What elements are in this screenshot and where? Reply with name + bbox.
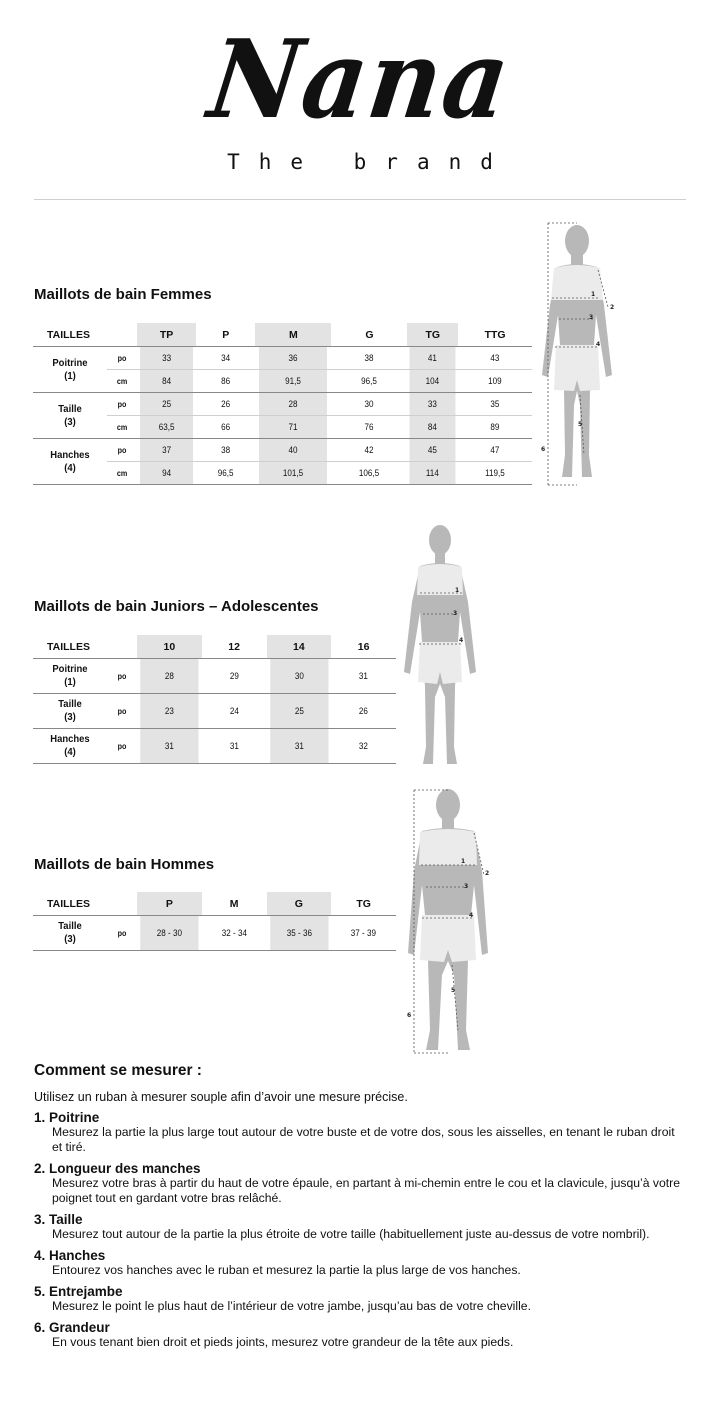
unit-label: cm: [108, 370, 135, 393]
unit-label: po: [108, 347, 135, 370]
unit-label: po: [108, 393, 135, 416]
figure-marker: 2: [485, 870, 490, 877]
howto-item-title: 2. Longueur des manches: [34, 1161, 201, 1176]
size-value: 25: [140, 393, 193, 416]
measure-label: [37, 393, 104, 439]
measure-number: (4): [64, 746, 76, 758]
howto-item: [34, 1248, 684, 1278]
howto-item: [34, 1212, 684, 1242]
size-value: 33: [140, 347, 193, 370]
size-value: 25: [270, 694, 328, 729]
unit-label: po: [108, 439, 135, 462]
men-section-title: Maillots de bain Hommes: [34, 856, 215, 873]
women-body-figure: [532, 215, 622, 491]
juniors-section-title: Maillots de bain Juniors – Adolescentes: [34, 598, 319, 615]
size-value: 119,5: [462, 462, 528, 485]
table-row: [33, 393, 532, 416]
figure-marker: 3: [589, 314, 594, 321]
table-row: [33, 659, 396, 694]
size-value: 47: [462, 439, 528, 462]
measure-number: (3): [64, 711, 76, 723]
size-value: 106,5: [335, 462, 403, 485]
size-value: 40: [259, 439, 327, 462]
size-value: 63,5: [140, 416, 193, 439]
brand-name: Nana: [202, 17, 518, 143]
size-value: 45: [410, 439, 456, 462]
howto-item: [34, 1284, 684, 1314]
table-row: [33, 694, 396, 729]
howto-title: Comment se mesurer :: [34, 1062, 202, 1079]
junior-body-figure: [400, 522, 480, 767]
measure-number: (4): [64, 461, 76, 474]
measure-name: Taille: [58, 698, 82, 710]
size-value: 109: [462, 370, 528, 393]
size-value: 42: [335, 439, 403, 462]
size-value: 32: [334, 729, 392, 764]
size-header-label: TAILLES: [33, 635, 137, 659]
size-value: 28: [259, 393, 327, 416]
size-header: TG: [331, 892, 396, 916]
howto-item-title: 4. Hanches: [34, 1248, 106, 1263]
howto-intro: Utilisez un ruban à mesurer souple afin d’avoir une mesure précise.: [34, 1090, 408, 1104]
size-value: 41: [410, 347, 456, 370]
measure-name: Poitrine: [52, 356, 88, 369]
men-size-table: [33, 892, 396, 951]
size-value: 31: [140, 729, 198, 764]
unit-label: po: [108, 916, 135, 951]
women-size-table: [33, 323, 532, 485]
size-header: 16: [331, 635, 396, 659]
size-value: 96,5: [335, 370, 403, 393]
figure-marker: 5: [578, 421, 583, 428]
brand-tagline: The brand: [227, 150, 512, 174]
size-value: 26: [334, 694, 392, 729]
size-header: M: [202, 892, 267, 916]
howto-item: [34, 1320, 684, 1350]
figure-marker: 3: [464, 883, 469, 890]
size-value: 84: [140, 370, 193, 393]
size-value: 32 - 34: [205, 916, 263, 951]
size-value: 84: [410, 416, 456, 439]
size-header-label: TAILLES: [33, 323, 137, 347]
figure-marker: 5: [451, 987, 456, 994]
measure-label: [37, 347, 104, 393]
measure-name: Taille: [58, 402, 82, 415]
table-row: [33, 370, 532, 393]
size-value: 34: [199, 347, 252, 370]
unit-label: po: [108, 694, 135, 729]
size-header: TG: [407, 323, 458, 347]
size-value: 36: [259, 347, 327, 370]
howto-item-description: Entourez vos hanches avec le ruban et mesurez la partie la plus large de vos hanches.: [52, 1263, 521, 1277]
figure-marker: 2: [610, 304, 615, 311]
table-row: [33, 462, 532, 485]
size-value: 71: [259, 416, 327, 439]
size-value: 91,5: [259, 370, 327, 393]
size-value: 114: [410, 462, 456, 485]
howto-item-title: 5. Entrejambe: [34, 1284, 123, 1299]
size-value: 31: [270, 729, 328, 764]
size-value: 30: [335, 393, 403, 416]
header-divider: [34, 199, 686, 200]
size-value: 35: [462, 393, 528, 416]
figure-marker: 1: [455, 587, 460, 594]
size-value: 23: [140, 694, 198, 729]
table-row: [33, 729, 396, 764]
measure-label: [37, 439, 104, 485]
measure-number: (3): [64, 933, 76, 945]
size-value: 24: [205, 694, 263, 729]
howto-item-description: En vous tenant bien droit et pieds joints, mesurez votre grandeur de la tête aux pieds.: [52, 1335, 514, 1349]
table-row: [33, 439, 532, 462]
table-row: [33, 347, 532, 370]
howto-item: [34, 1110, 684, 1155]
size-value: 76: [335, 416, 403, 439]
figure-marker: 1: [591, 291, 596, 298]
howto-item-title: 3. Taille: [34, 1212, 83, 1227]
juniors-size-table: [33, 635, 396, 764]
measure-name: Taille: [58, 920, 82, 932]
measure-name: Hanches: [50, 733, 90, 745]
size-value: 104: [410, 370, 456, 393]
size-header: P: [196, 323, 255, 347]
measure-number: (1): [64, 676, 76, 688]
size-value: 66: [199, 416, 252, 439]
size-header: G: [331, 323, 407, 347]
brand-logo: [0, 17, 720, 174]
size-value: 89: [462, 416, 528, 439]
size-value: 37: [140, 439, 193, 462]
size-value: 94: [140, 462, 193, 485]
size-header: TP: [137, 323, 196, 347]
size-value: 101,5: [259, 462, 327, 485]
howto-item-description: Mesurez votre bras à partir du haut de votre épaule, en partant à mi-chemin entre le cou et la clavicule, jusqu’à votre poignet tout en gardant votre bras relâché.: [52, 1176, 680, 1205]
size-value: 33: [410, 393, 456, 416]
table-row: [33, 416, 532, 439]
howto-item-description: Mesurez tout autour de la partie la plus étroite de votre taille (habituellement juste au-dessus de votre nombril).: [52, 1227, 650, 1241]
size-value: 31: [205, 729, 263, 764]
howto-item-title: 1. Poitrine: [34, 1110, 100, 1125]
howto-item: [34, 1161, 684, 1206]
size-header: 14: [267, 635, 332, 659]
table-row: [33, 916, 396, 951]
size-value: 38: [335, 347, 403, 370]
measure-label: [37, 916, 104, 951]
measure-number: (3): [64, 415, 76, 428]
howto-item-title: 6. Grandeur: [34, 1320, 110, 1335]
howto-item-description: Mesurez le point le plus haut de l’intérieur de votre jambe, jusqu’au bas de votre cheville.: [52, 1299, 531, 1313]
measure-label: [37, 729, 104, 764]
figure-marker: 4: [469, 912, 474, 919]
size-value: 31: [334, 659, 392, 694]
size-header: 10: [137, 635, 202, 659]
unit-label: cm: [108, 462, 135, 485]
size-header-label: TAILLES: [33, 892, 137, 916]
women-section-title: Maillots de bain Femmes: [34, 286, 212, 303]
size-header: M: [255, 323, 331, 347]
size-value: 86: [199, 370, 252, 393]
measure-label: [37, 659, 104, 694]
size-header: P: [137, 892, 202, 916]
size-value: 29: [205, 659, 263, 694]
size-value: 96,5: [199, 462, 252, 485]
figure-marker: 6: [407, 1012, 412, 1019]
size-value: 35 - 36: [270, 916, 328, 951]
figure-marker: 4: [596, 341, 601, 348]
figure-marker: 3: [453, 610, 458, 617]
howto-section: [34, 1062, 684, 1356]
size-value: 28: [140, 659, 198, 694]
size-header: G: [267, 892, 332, 916]
figure-marker: 1: [461, 858, 466, 865]
measure-name: Hanches: [50, 448, 90, 461]
unit-label: cm: [108, 416, 135, 439]
figure-marker: 4: [459, 637, 464, 644]
howto-item-description: Mesurez la partie la plus large tout autour de votre buste et de votre dos, sous les aisselles, en tenant le ruban droit et tiré.: [52, 1125, 675, 1154]
men-body-figure: [404, 785, 496, 1055]
unit-label: po: [108, 659, 135, 694]
figure-marker: 6: [541, 446, 546, 453]
size-value: 43: [462, 347, 528, 370]
size-value: 37 - 39: [334, 916, 392, 951]
measure-name: Poitrine: [52, 663, 88, 675]
size-value: 30: [270, 659, 328, 694]
measure-number: (1): [64, 369, 76, 382]
measure-label: [37, 694, 104, 729]
size-value: 26: [199, 393, 252, 416]
size-value: 38: [199, 439, 252, 462]
size-header: TTG: [458, 323, 532, 347]
unit-label: po: [108, 729, 135, 764]
size-header: 12: [202, 635, 267, 659]
size-value: 28 - 30: [140, 916, 198, 951]
